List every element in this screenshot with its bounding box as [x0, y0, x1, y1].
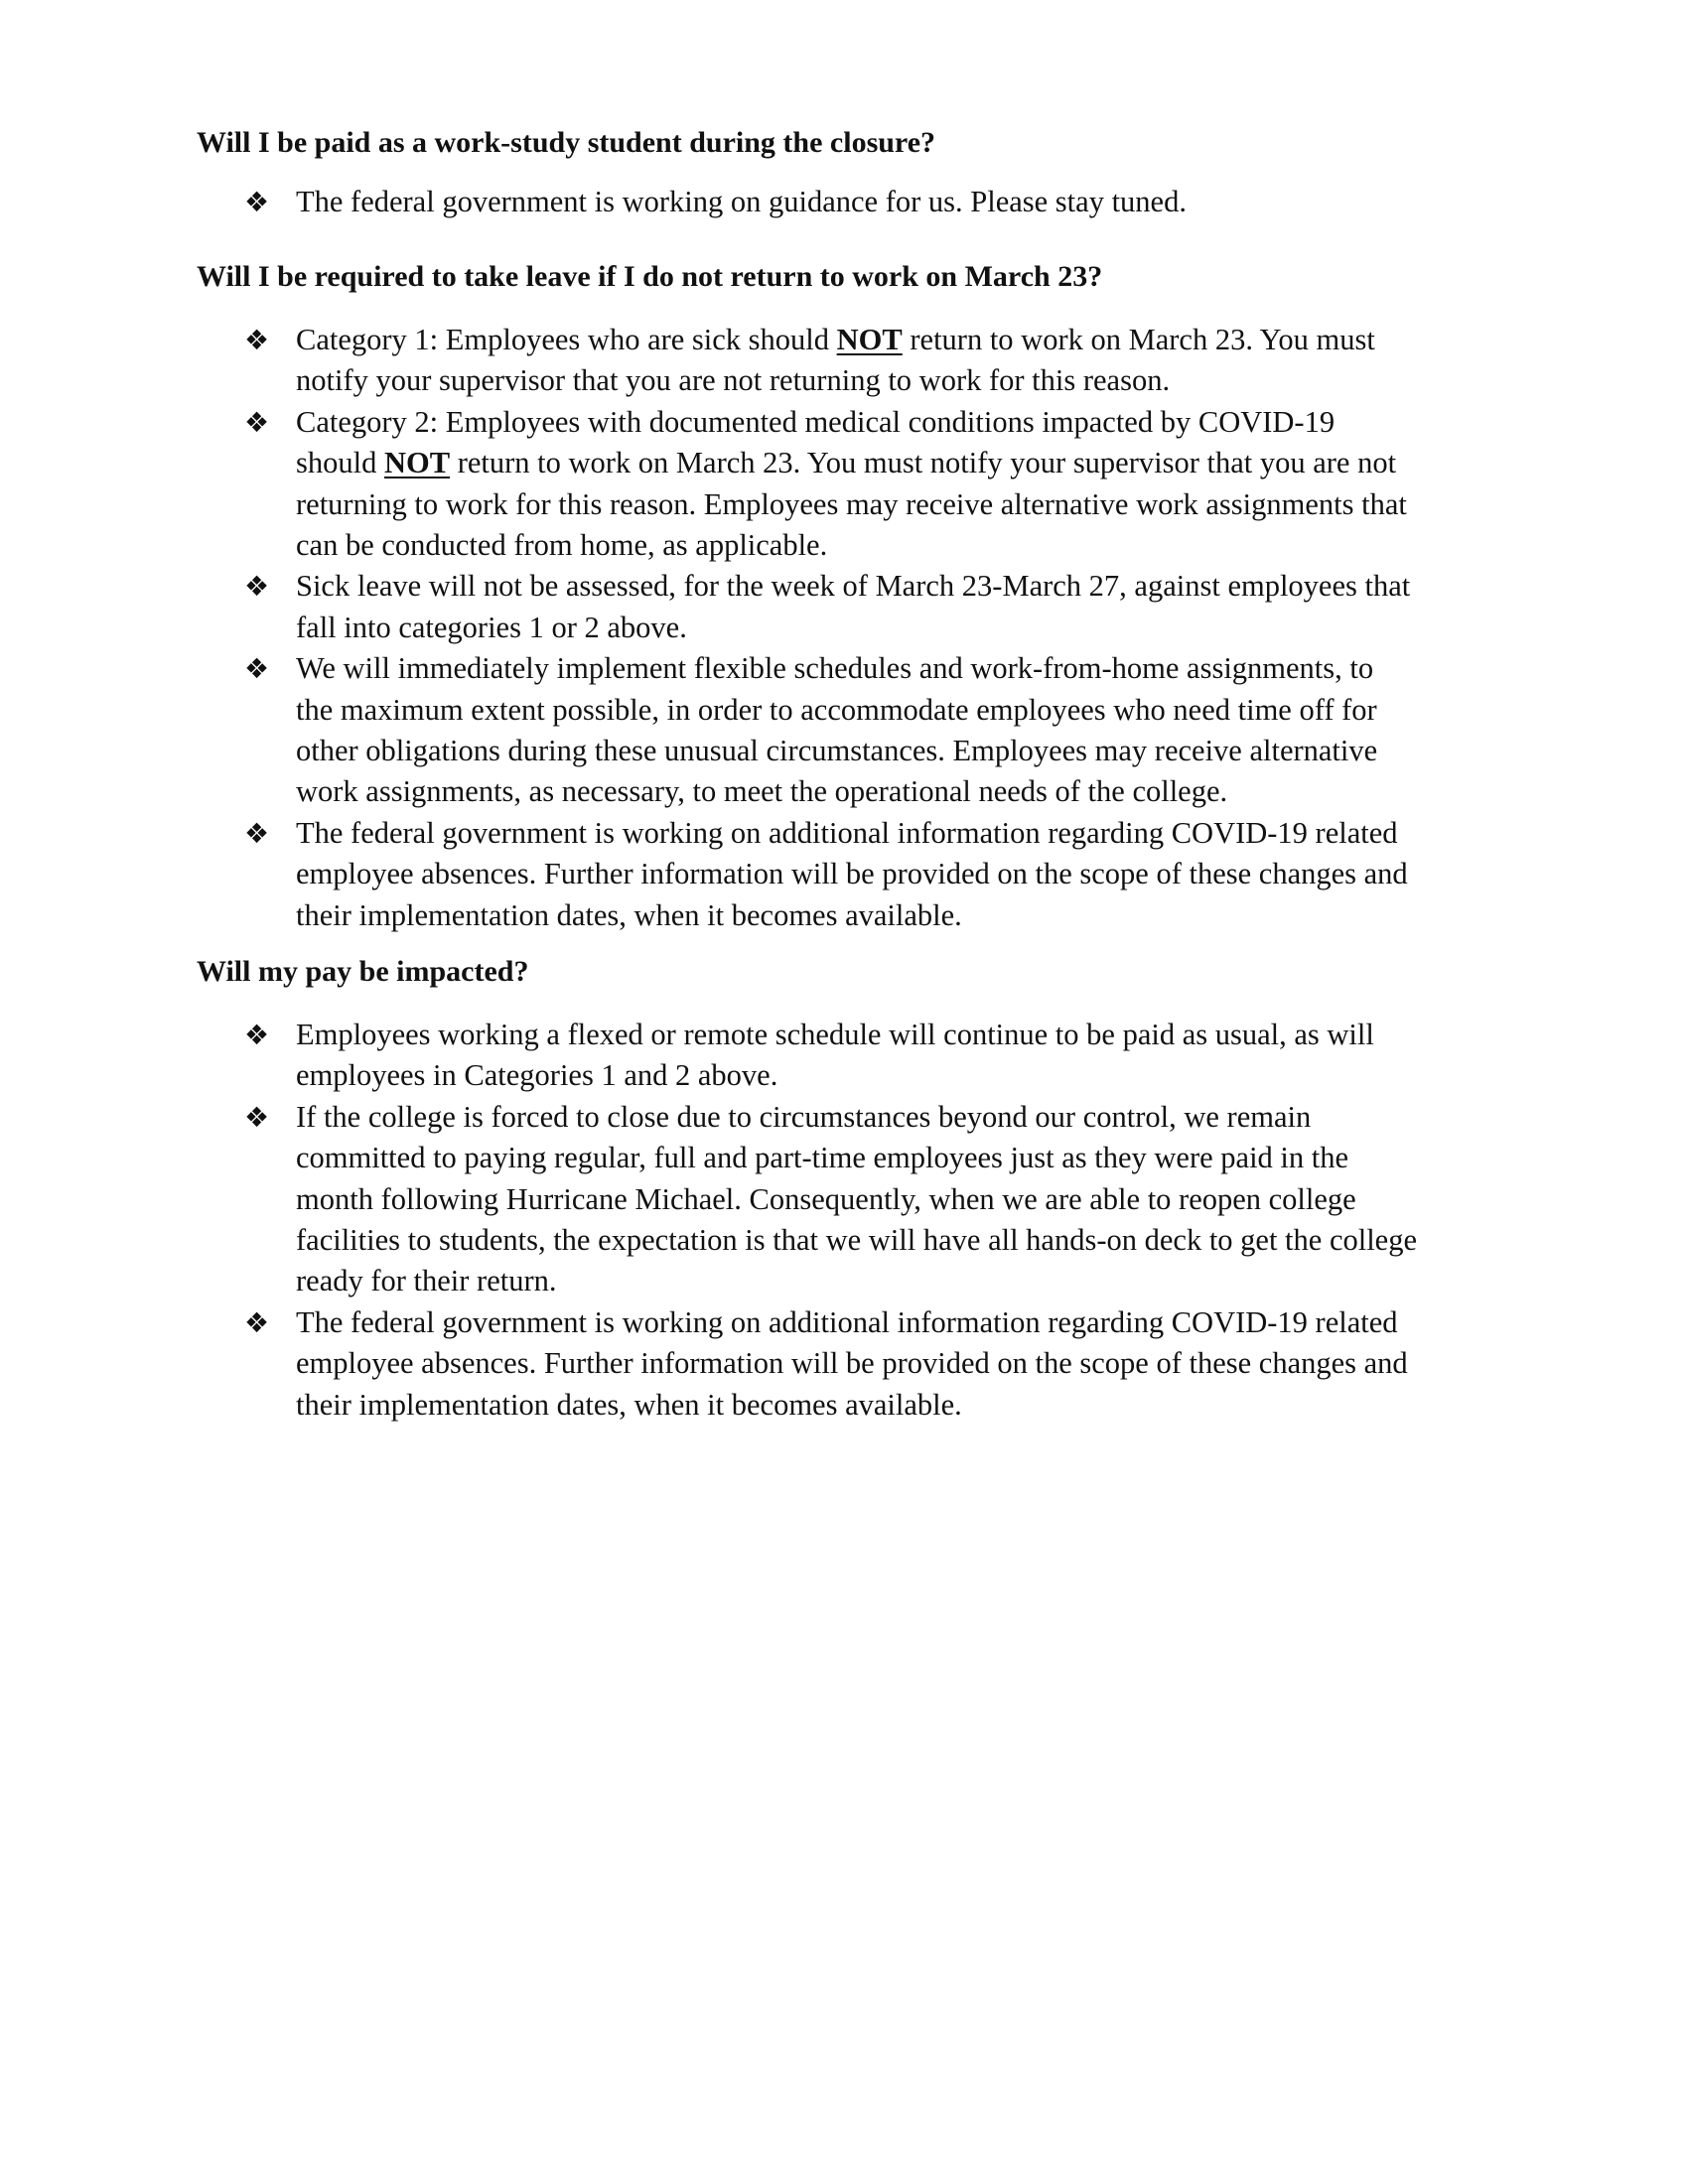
list-item [197, 1302, 1527, 1426]
four-diamond-bullet-icon: ❖ [244, 1305, 270, 1339]
text-line: committed to paying regular, full and part-time employees just as they were paid in the [296, 1141, 1349, 1175]
text-line: The federal government is working on additional information regarding COVID-19 related [296, 815, 1398, 850]
emphasis-not: NOT [836, 323, 903, 356]
text-line: Category 2: Employees with documented medical conditions impacted by COVID-19 [296, 404, 1336, 439]
list-item [197, 402, 1527, 567]
text-line: We will immediately implement flexible schedules and work-from-home assignments, to [296, 651, 1374, 686]
section-heading: Will I be required to take leave if I do not return to work on March 23? [197, 260, 1103, 293]
text-line: Employees working a flexed or remote schedule will continue to be paid as usual, as will [296, 1018, 1374, 1051]
list-item [197, 320, 1527, 402]
text-line: employee absences. Further information will be provided on the scope of these changes and [296, 857, 1408, 891]
section-work-study [197, 123, 1527, 222]
section-heading: Will I be paid as a work-study student during the closure? [197, 126, 936, 159]
list-item [197, 1015, 1527, 1097]
text-line: their implementation dates, when it becomes available. [296, 1387, 962, 1422]
list-item [197, 648, 1527, 813]
four-diamond-bullet-icon: ❖ [244, 816, 270, 850]
four-diamond-bullet-icon: ❖ [244, 1019, 270, 1051]
text-line: the maximum extent possible, in order to accommodate employees who need time off for [296, 692, 1377, 727]
four-diamond-bullet-icon: ❖ [244, 405, 270, 439]
text-line: The federal government is working on additional information regarding COVID-19 related [296, 1304, 1398, 1339]
emphasis-not: NOT [383, 446, 451, 480]
four-diamond-bullet-icon: ❖ [244, 324, 270, 356]
text-line: The federal government is working on guidance for us. Please stay tuned. [296, 185, 1187, 218]
list-item [197, 1097, 1527, 1302]
section-heading: Will my pay be impacted? [197, 955, 529, 988]
bullet-list [197, 1015, 1527, 1426]
four-diamond-bullet-icon: ❖ [244, 186, 270, 218]
four-diamond-bullet-icon: ❖ [244, 1100, 270, 1134]
text-line: If the college is forced to close due to circumstances beyond our control, we remain [296, 1099, 1312, 1134]
bullet-list [197, 320, 1527, 936]
text-line: Sick leave will not be assessed, for the week of March 23-March 27, against employees that [296, 569, 1411, 604]
four-diamond-bullet-icon: ❖ [244, 652, 270, 686]
text-line: their implementation dates, when it becomes available. [296, 897, 962, 932]
four-diamond-bullet-icon: ❖ [244, 570, 270, 604]
bullet-list [197, 182, 1527, 222]
text-line: notify your supervisor that you are not returning to work for this reason. [296, 363, 1171, 398]
text-line: employee absences. Further information will be provided on the scope of these changes and [296, 1346, 1408, 1381]
section-leave [197, 257, 1527, 936]
text-line: work assignments, as necessary, to meet the operational needs of the college. [296, 774, 1228, 809]
text-line: can be conducted from home, as applicable. [296, 528, 828, 563]
list-item [197, 182, 1527, 222]
text-line: month following Hurricane Michael. Consequently, when we are able to reopen college [296, 1181, 1356, 1216]
text-line: other obligations during these unusual circumstances. Employees may receive alternative [296, 734, 1378, 768]
section-pay [197, 952, 1527, 1426]
text-line: ready for their return. [296, 1264, 557, 1298]
text-line: returning to work for this reason. Employees may receive alternative work assignments that [296, 486, 1407, 521]
text-line: Category 1: Employees who are sick should NOT return to work on March 23. You must [296, 323, 1375, 356]
text-line: facilities to students, the expectation is that we will have all hands-on deck to get the college [296, 1223, 1418, 1258]
text-line: fall into categories 1 or 2 above. [296, 610, 687, 644]
list-item [197, 566, 1527, 648]
text-line: should NOT return to work on March 23. You must notify your supervisor that you are not [296, 446, 1397, 480]
text-line: employees in Categories 1 and 2 above. [296, 1058, 778, 1093]
list-item [197, 813, 1527, 936]
